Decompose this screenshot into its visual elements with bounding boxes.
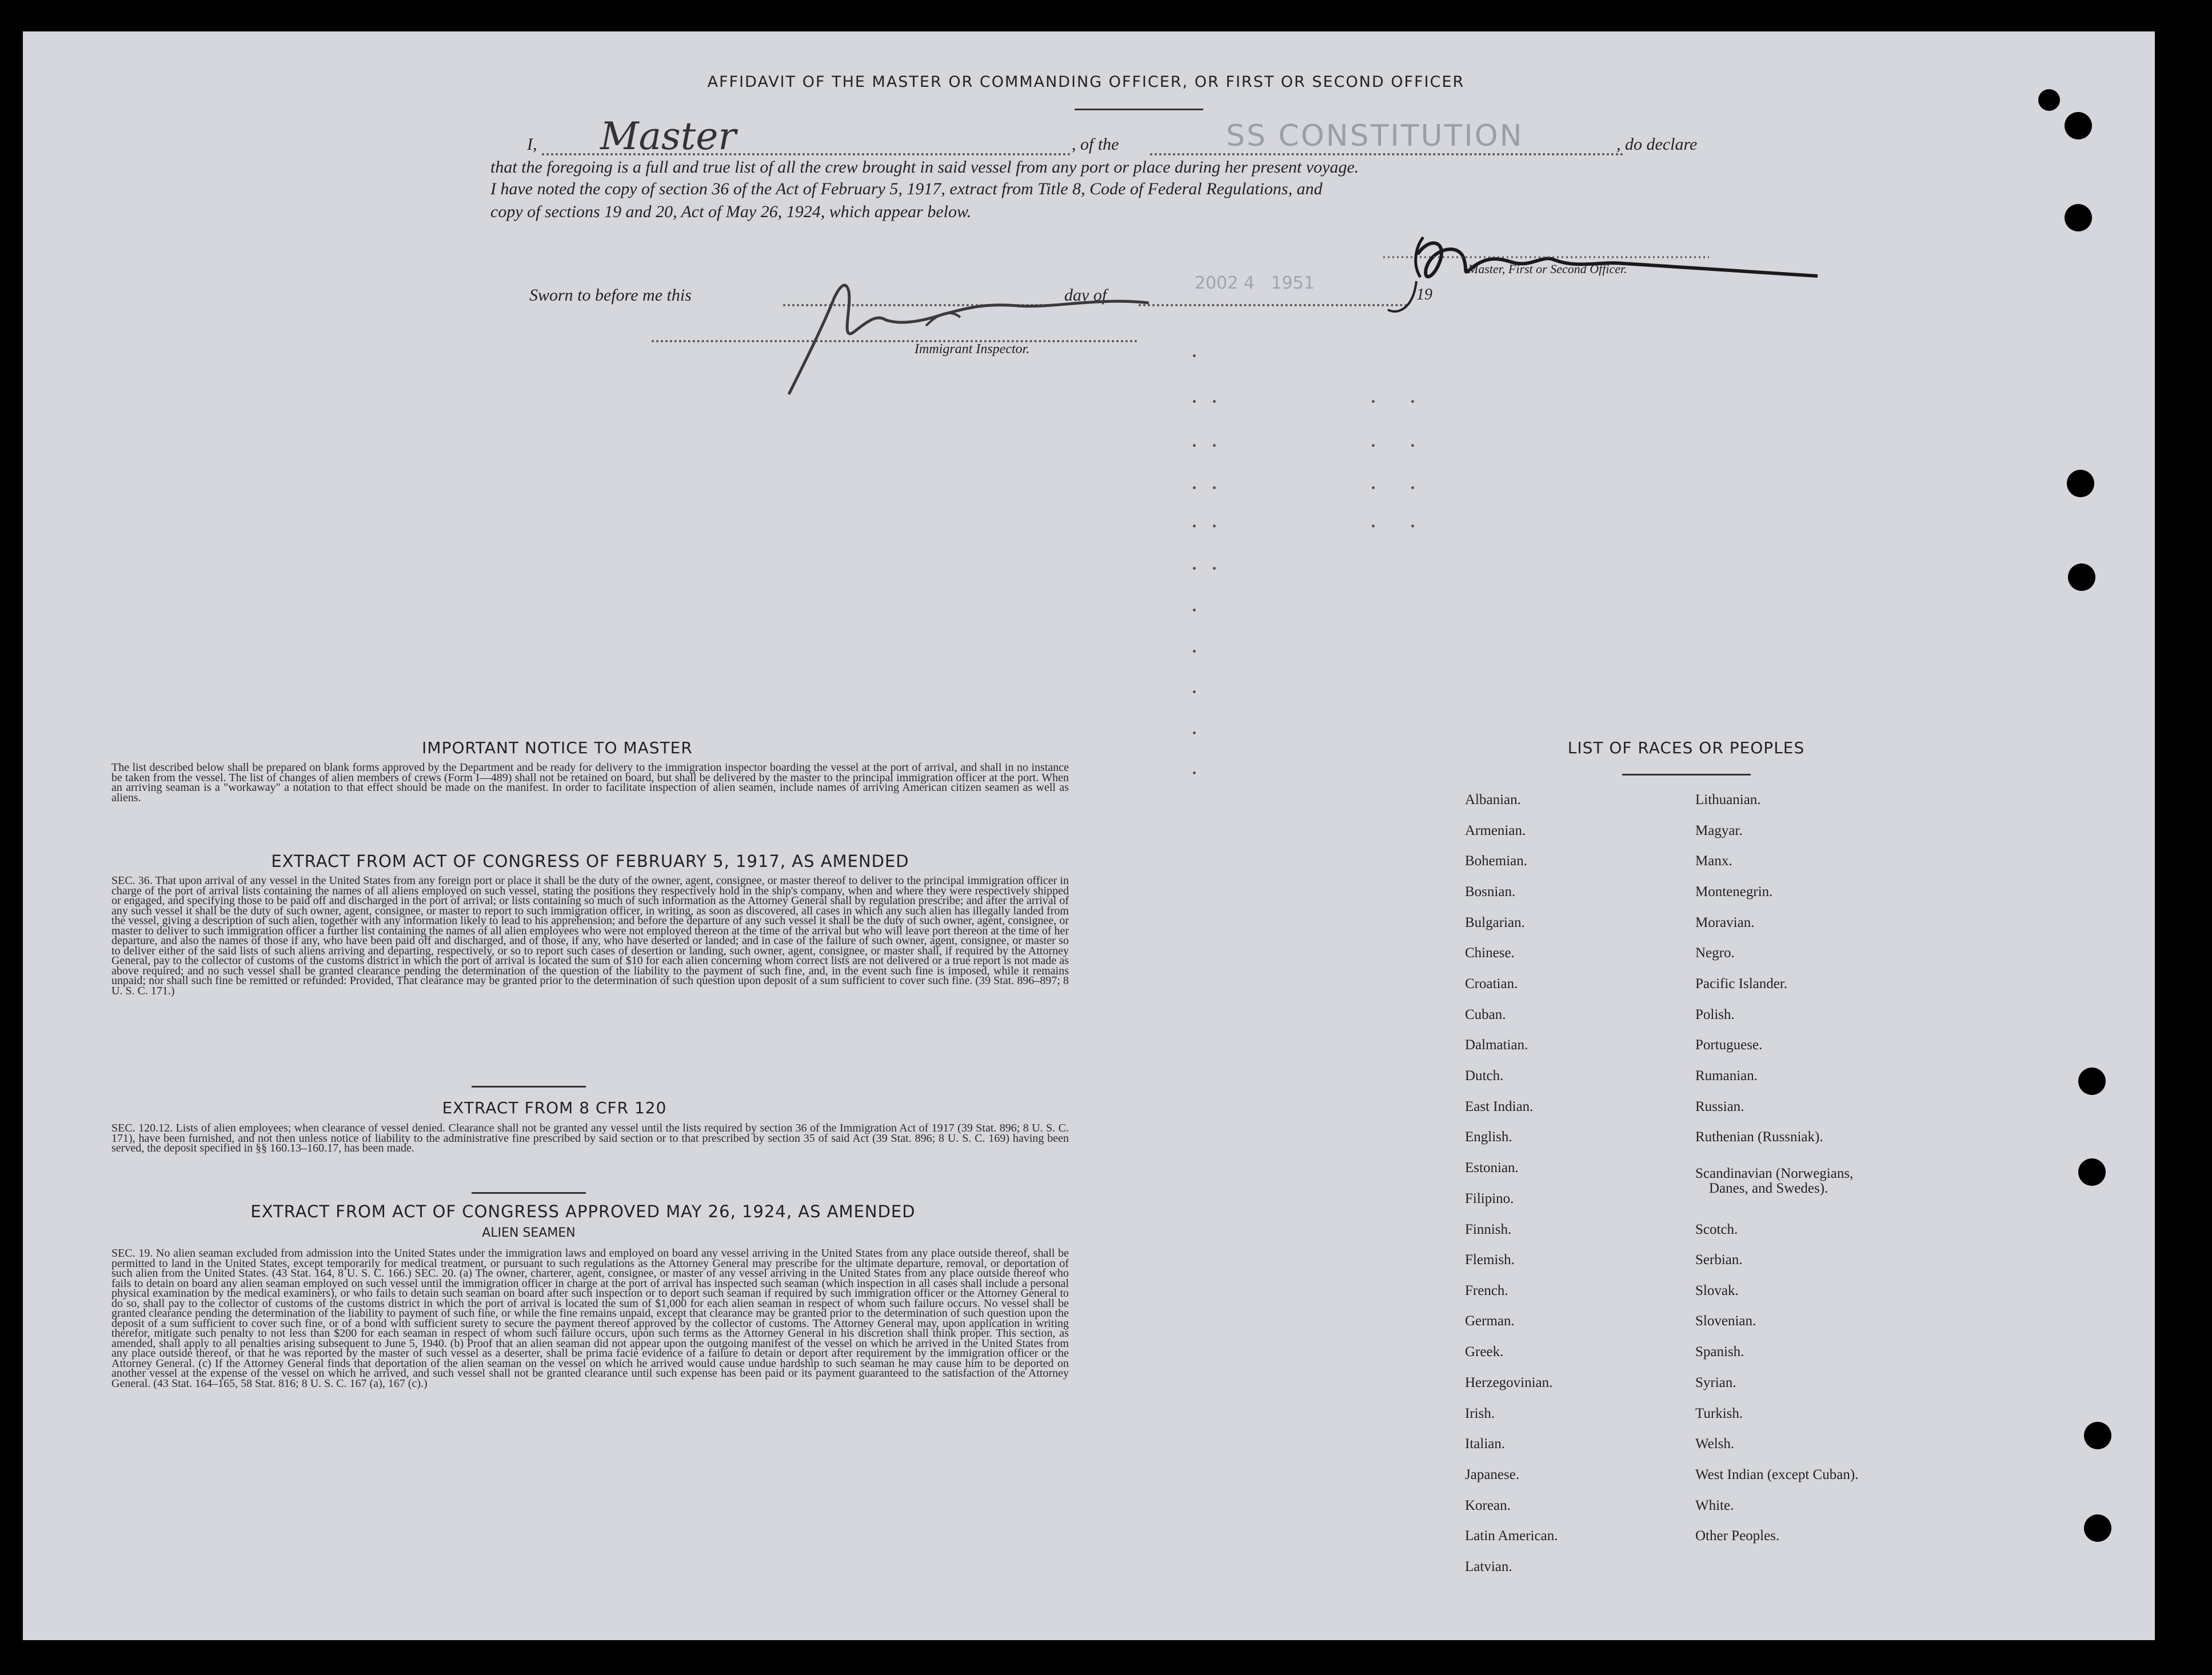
race-item: Latin American.: [1465, 1528, 1558, 1544]
extract-1917-text: SEC. 36. That upon arrival of any vessel in the United States from any foreign port or place it shall be the duty of the owner, agent, consignee, or master thereof to deliver to the principal immigration officer in charge of the port of arrival lists containing the names of all aliens employed on such vessel, stating the positions they respectively hold in the ship's company, when and where they were respectively shipped or engaged, and specifying those to be paid off and discharged in the port of arrival; or lists containing so much of such information as the Attorney General shall by regulation prescribe; and after the arrival of any such vessel it shall be the duty of such owner, agent, consignee, or master to report to such immigration officer, in writing, as soon as discovered, all cases in which any such alien has illegally landed from the vessel, giving a description of such alien, together with any information likely to lead to his apprehension; and before the departure of any such vessel it shall be the duty of such owner, agent, consignee, or master to deliver to such immigration officer a further list containing the names of all alien employees who were not employed thereon at the time of the arrival but who will leave port thereon at the time of her departure, and also the names of those if any, who have been paid off and discharged, and of those, if any, who have deserted or landed; and in case of the failure of such owner, agent, consignee, or master so to deliver either of the said lists of such aliens arriving and departing, respectively, or so to report such cases of desertion or landing, such owner, agent, consignee, or master shall, if required by the Attorney General, pay to the collector of customs of the customs district in which the port of arrival is located the sum of $10 for each alien concerning whom correct lists are not delivered or a true report is not made as above required; and no such vessel shall be granted clearance pending the determination of the question of the liability to the payment of such fine, and, in the event such fine is imposed, while it remains unpaid; nor shall such fine be remitted or refunded: Provided, That clearance may be granted prior to the determination of such question upon deposit of a sum sufficient to cover such fine. (39 Stat. 896–897; 8 U. S. C. 171.): [111, 874, 1069, 997]
race-item: Irish.: [1465, 1406, 1495, 1421]
race-item: Russian.: [1695, 1099, 1744, 1114]
race-item: Greek.: [1465, 1344, 1504, 1360]
inspector-signature: [754, 263, 1189, 400]
race-item: Pacific Islander.: [1695, 976, 1788, 992]
race-item: Turkish.: [1695, 1406, 1743, 1421]
guide-dot: [1193, 731, 1196, 734]
race-item: Dutch.: [1465, 1068, 1504, 1084]
guide-dot: [1213, 486, 1216, 489]
race-item: Scandinavian (Norwegians,: [1695, 1166, 1854, 1181]
extract-8cfr-title: EXTRACT FROM 8 CFR 120: [442, 1098, 667, 1117]
guide-dot: [1372, 444, 1375, 447]
race-item: Korean.: [1465, 1498, 1511, 1513]
punch-hole: [2065, 204, 2092, 231]
race-item: Other Peoples.: [1695, 1528, 1780, 1544]
race-item: Estonian.: [1465, 1160, 1519, 1176]
punch-hole: [2084, 1422, 2111, 1449]
race-item: Herzegovinian.: [1465, 1375, 1553, 1390]
notice-title: IMPORTANT NOTICE TO MASTER: [422, 738, 693, 757]
vessel-line: [1150, 153, 1623, 155]
guide-dot: [1193, 650, 1196, 653]
race-item: Welsh.: [1695, 1436, 1735, 1452]
punch-hole: [2065, 112, 2092, 139]
sworn-label: Sworn to before me this: [529, 286, 692, 305]
do-declare-label: , do declare: [1616, 135, 1698, 154]
notice-text: The list described below shall be prepared on blank forms approved by the Department and be ready for delivery to the immigration inspector boarding the vessel at the port of arrival, and shall in no instance be taken from the vessel. The list of changes of alien members of crews (Form I—489) shall not be retained on board, but shall be delivered by the master to the principal immigration officer at the port. When an arriving seaman is a "workaway" a notation to that effect should be made on the manifest. In order to facilitate inspection of alien seamen, include names of arriving American citizen seamen as well as aliens.: [111, 761, 1069, 804]
race-item: Bulgarian.: [1465, 915, 1525, 930]
extract-1924-title: EXTRACT FROM ACT OF CONGRESS APPROVED MAY 26, 1924, AS AMENDED: [250, 1202, 916, 1221]
race-item: Negro.: [1695, 945, 1735, 961]
guide-dot: [1213, 525, 1216, 527]
race-item: Rumanian.: [1695, 1068, 1758, 1084]
i-label: I,: [527, 135, 537, 154]
day-of-label: day of: [1064, 286, 1107, 305]
of-the-label: , of the: [1072, 135, 1119, 154]
race-item: East Indian.: [1465, 1099, 1534, 1114]
race-item: Magyar.: [1695, 823, 1743, 838]
guide-dot: [1193, 567, 1196, 570]
guide-dot: [1193, 690, 1196, 693]
race-item: Filipino.: [1465, 1191, 1514, 1206]
race-item: Chinese.: [1465, 945, 1515, 961]
race-item: Dalmatian.: [1465, 1037, 1528, 1053]
guide-dot: [1213, 444, 1216, 447]
race-item: Japanese.: [1465, 1467, 1520, 1482]
title-underline: [1075, 109, 1203, 110]
master-handwriting: Master: [600, 114, 736, 158]
race-item: Portuguese.: [1695, 1037, 1763, 1053]
guide-dot: [1372, 400, 1375, 403]
race-item: German.: [1465, 1313, 1515, 1329]
guide-dot: [1372, 525, 1375, 527]
guide-dot: [1193, 400, 1196, 403]
master-signature-caption: Master, First or Second Officer.: [1468, 262, 1627, 276]
affidavit-line-4: copy of sections 19 and 20, Act of May 26, 1924, which appear below.: [490, 202, 972, 221]
guide-dot: [1193, 609, 1196, 611]
race-item: White.: [1695, 1498, 1734, 1513]
race-item: Italian.: [1465, 1436, 1506, 1452]
vessel-stamp: SS CONSTITUTION: [1226, 119, 1524, 153]
extract-1917-title: EXTRACT FROM ACT OF CONGRESS OF FEBRUARY 5, 1917, AS AMENDED: [271, 852, 909, 871]
race-item: Bosnian.: [1465, 884, 1516, 900]
punch-hole: [2078, 1158, 2106, 1186]
race-item: Scotch.: [1695, 1222, 1738, 1237]
extract-1924-subtitle: ALIEN SEAMEN: [482, 1226, 576, 1240]
punch-hole: [2067, 470, 2094, 497]
guide-dot: [1372, 486, 1375, 489]
race-item: Armenian.: [1465, 823, 1526, 838]
year-label: 19: [1416, 286, 1432, 303]
guide-dot: [1213, 567, 1216, 570]
race-item: Montenegrin.: [1695, 884, 1773, 900]
affidavit-title: AFFIDAVIT OF THE MASTER OR COMMANDING OFFICER, OR FIRST OR SECOND OFFICER: [707, 73, 1465, 91]
race-item: Lithuanian.: [1695, 792, 1761, 807]
extract-8cfr-text: SEC. 120.12. Lists of alien employees; when clearance of vessel denied. Clearance shall not be granted any vessel until the lists required by section 36 of the Immigration Act of 1917 (39 Stat. 896; 8 U. S. C. 171), have been furnished, and not then unless notice of liability to the administrative fine prescribed by said section or to that prescribed by section 35 of said Act (39 Stat. 896; 8 U. S. C. 169) having been served, the deposit specified in §§ 160.13–160.17, has been made.: [111, 1122, 1069, 1154]
race-item: West Indian (except Cuban).: [1695, 1467, 1859, 1482]
guide-dot: [1193, 444, 1196, 447]
inspector-caption: Immigrant Inspector.: [915, 342, 1030, 357]
race-item: Serbian.: [1695, 1252, 1743, 1268]
races-title-underline: [1622, 774, 1751, 775]
guide-dot: [1193, 771, 1196, 774]
race-item: Croatian.: [1465, 976, 1518, 992]
punch-hole: [2068, 563, 2095, 591]
race-item: Moravian.: [1695, 915, 1755, 930]
year-mark: [1382, 275, 1428, 321]
punch-hole: [2078, 1068, 2106, 1095]
section-divider: [472, 1192, 586, 1194]
races-title: LIST OF RACES OR PEOPLES: [1567, 738, 1805, 757]
guide-dot: [1193, 486, 1196, 489]
guide-dot: [1411, 444, 1414, 447]
race-item: Manx.: [1695, 853, 1732, 869]
race-item: Finnish.: [1465, 1222, 1512, 1237]
guide-dot: [1193, 525, 1196, 527]
guide-dot: [1411, 400, 1414, 403]
race-item: French.: [1465, 1283, 1508, 1298]
affidavit-line-3: I have noted the copy of section 36 of the Act of February 5, 1917, extract from Title 8, Code of Federal Regulations, and: [490, 179, 1323, 198]
section-divider: [472, 1086, 586, 1088]
guide-dot: [1213, 400, 1216, 403]
race-item: Bohemian.: [1465, 853, 1528, 869]
race-item: Slovenian.: [1695, 1313, 1756, 1329]
extract-1924-text: SEC. 19. No alien seaman excluded from admission into the United States under the immigration laws and employed on board any vessel arriving in the United States from any place outside thereof, shall be permitted to land in the United States, except temporarily for medical treatment, or pursuant to such regulations as the Attorney General may prescribe for the ultimate departure, removal, or deportation of such alien from the United States. (43 Stat. 164, 8 U. S. C. 166.) SEC. 20. (a) The owner, charterer, agent, consignee, or master of any vessel arriving in the United States from any place outside thereof who fails to detain on board any alien seaman employed on such vessel until the immigration officer in charge at the port of arrival has inspected such seaman (which inspection in all cases shall include a personal physical examination by the medical examiners), or who fails to detain such seaman on board after such inspection or to deport such seaman if required by such immigration officer or the Attorney General to do so, shall pay to the collector of customs of the customs district in which the port of arrival is located the sum of $1,000 for each alien seaman in respect of whom such failure occurs. No vessel shall be granted clearance pending the determination of the liability to payment of such fine, or while the fine remains unpaid, except that clearance may be granted prior to the determination of such question upon the deposit of a sum sufficient to cover such fine, or of a bond with sufficient surety to secure the payment thereof approved by the collector of customs. The Attorney General may, upon application in writing therefor, mitigate such penalty to not less than $200 for each seaman in respect of whom such failure occurs, upon such terms as the Attorney General in his discretion shall think proper. This section, as amended, shall apply to all penalties arising subsequent to June 5, 1940. (b) Proof that an alien seaman did not appear upon the outgoing manifest of the vessel on which he arrived in the United States from any place outside thereof, or that he was reported by the master of such vessel as a deserter, shall be prima facie evidence of a failure to detain or deport after requirement by the immigration officer or the Attorney General. (c) If the Attorney General finds that deportation of the alien seaman on the vessel on which he arrived would cause undue hardship to such seaman he may cause him to be deported on another vessel at the expense of the vessel on which he arrived, and such vessel shall not be granted clearance until such expense has been paid or its payment guaranteed to the satisfaction of the Attorney General. (43 Stat. 164–165, 58 Stat. 816; 8 U. S. C. 167 (a), 167 (c).): [111, 1247, 1069, 1390]
date-stamp: 2002 4 1951: [1195, 273, 1315, 293]
race-item: Slovak.: [1695, 1283, 1739, 1298]
race-item: Cuban.: [1465, 1007, 1506, 1022]
race-item: Ruthenian (Russniak).: [1695, 1129, 1823, 1145]
punch-hole: [2038, 89, 2060, 111]
race-item: Danes, and Swedes).: [1709, 1181, 1828, 1196]
race-item: English.: [1465, 1129, 1512, 1145]
inspector-line: [652, 340, 1137, 342]
guide-dot: [1411, 525, 1414, 527]
guide-dot: [1193, 354, 1196, 357]
race-item: Polish.: [1695, 1007, 1735, 1022]
race-item: Albanian.: [1465, 792, 1521, 807]
affidavit-line-2: that the foregoing is a full and true list of all the crew brought in said vessel from any port or place during her present voyage.: [490, 158, 1359, 177]
race-item: Flemish.: [1465, 1252, 1515, 1268]
race-item: Syrian.: [1695, 1375, 1736, 1390]
race-item: Latvian.: [1465, 1559, 1512, 1574]
punch-hole: [2084, 1514, 2111, 1542]
guide-dot: [1411, 486, 1414, 489]
race-item: Spanish.: [1695, 1344, 1744, 1360]
